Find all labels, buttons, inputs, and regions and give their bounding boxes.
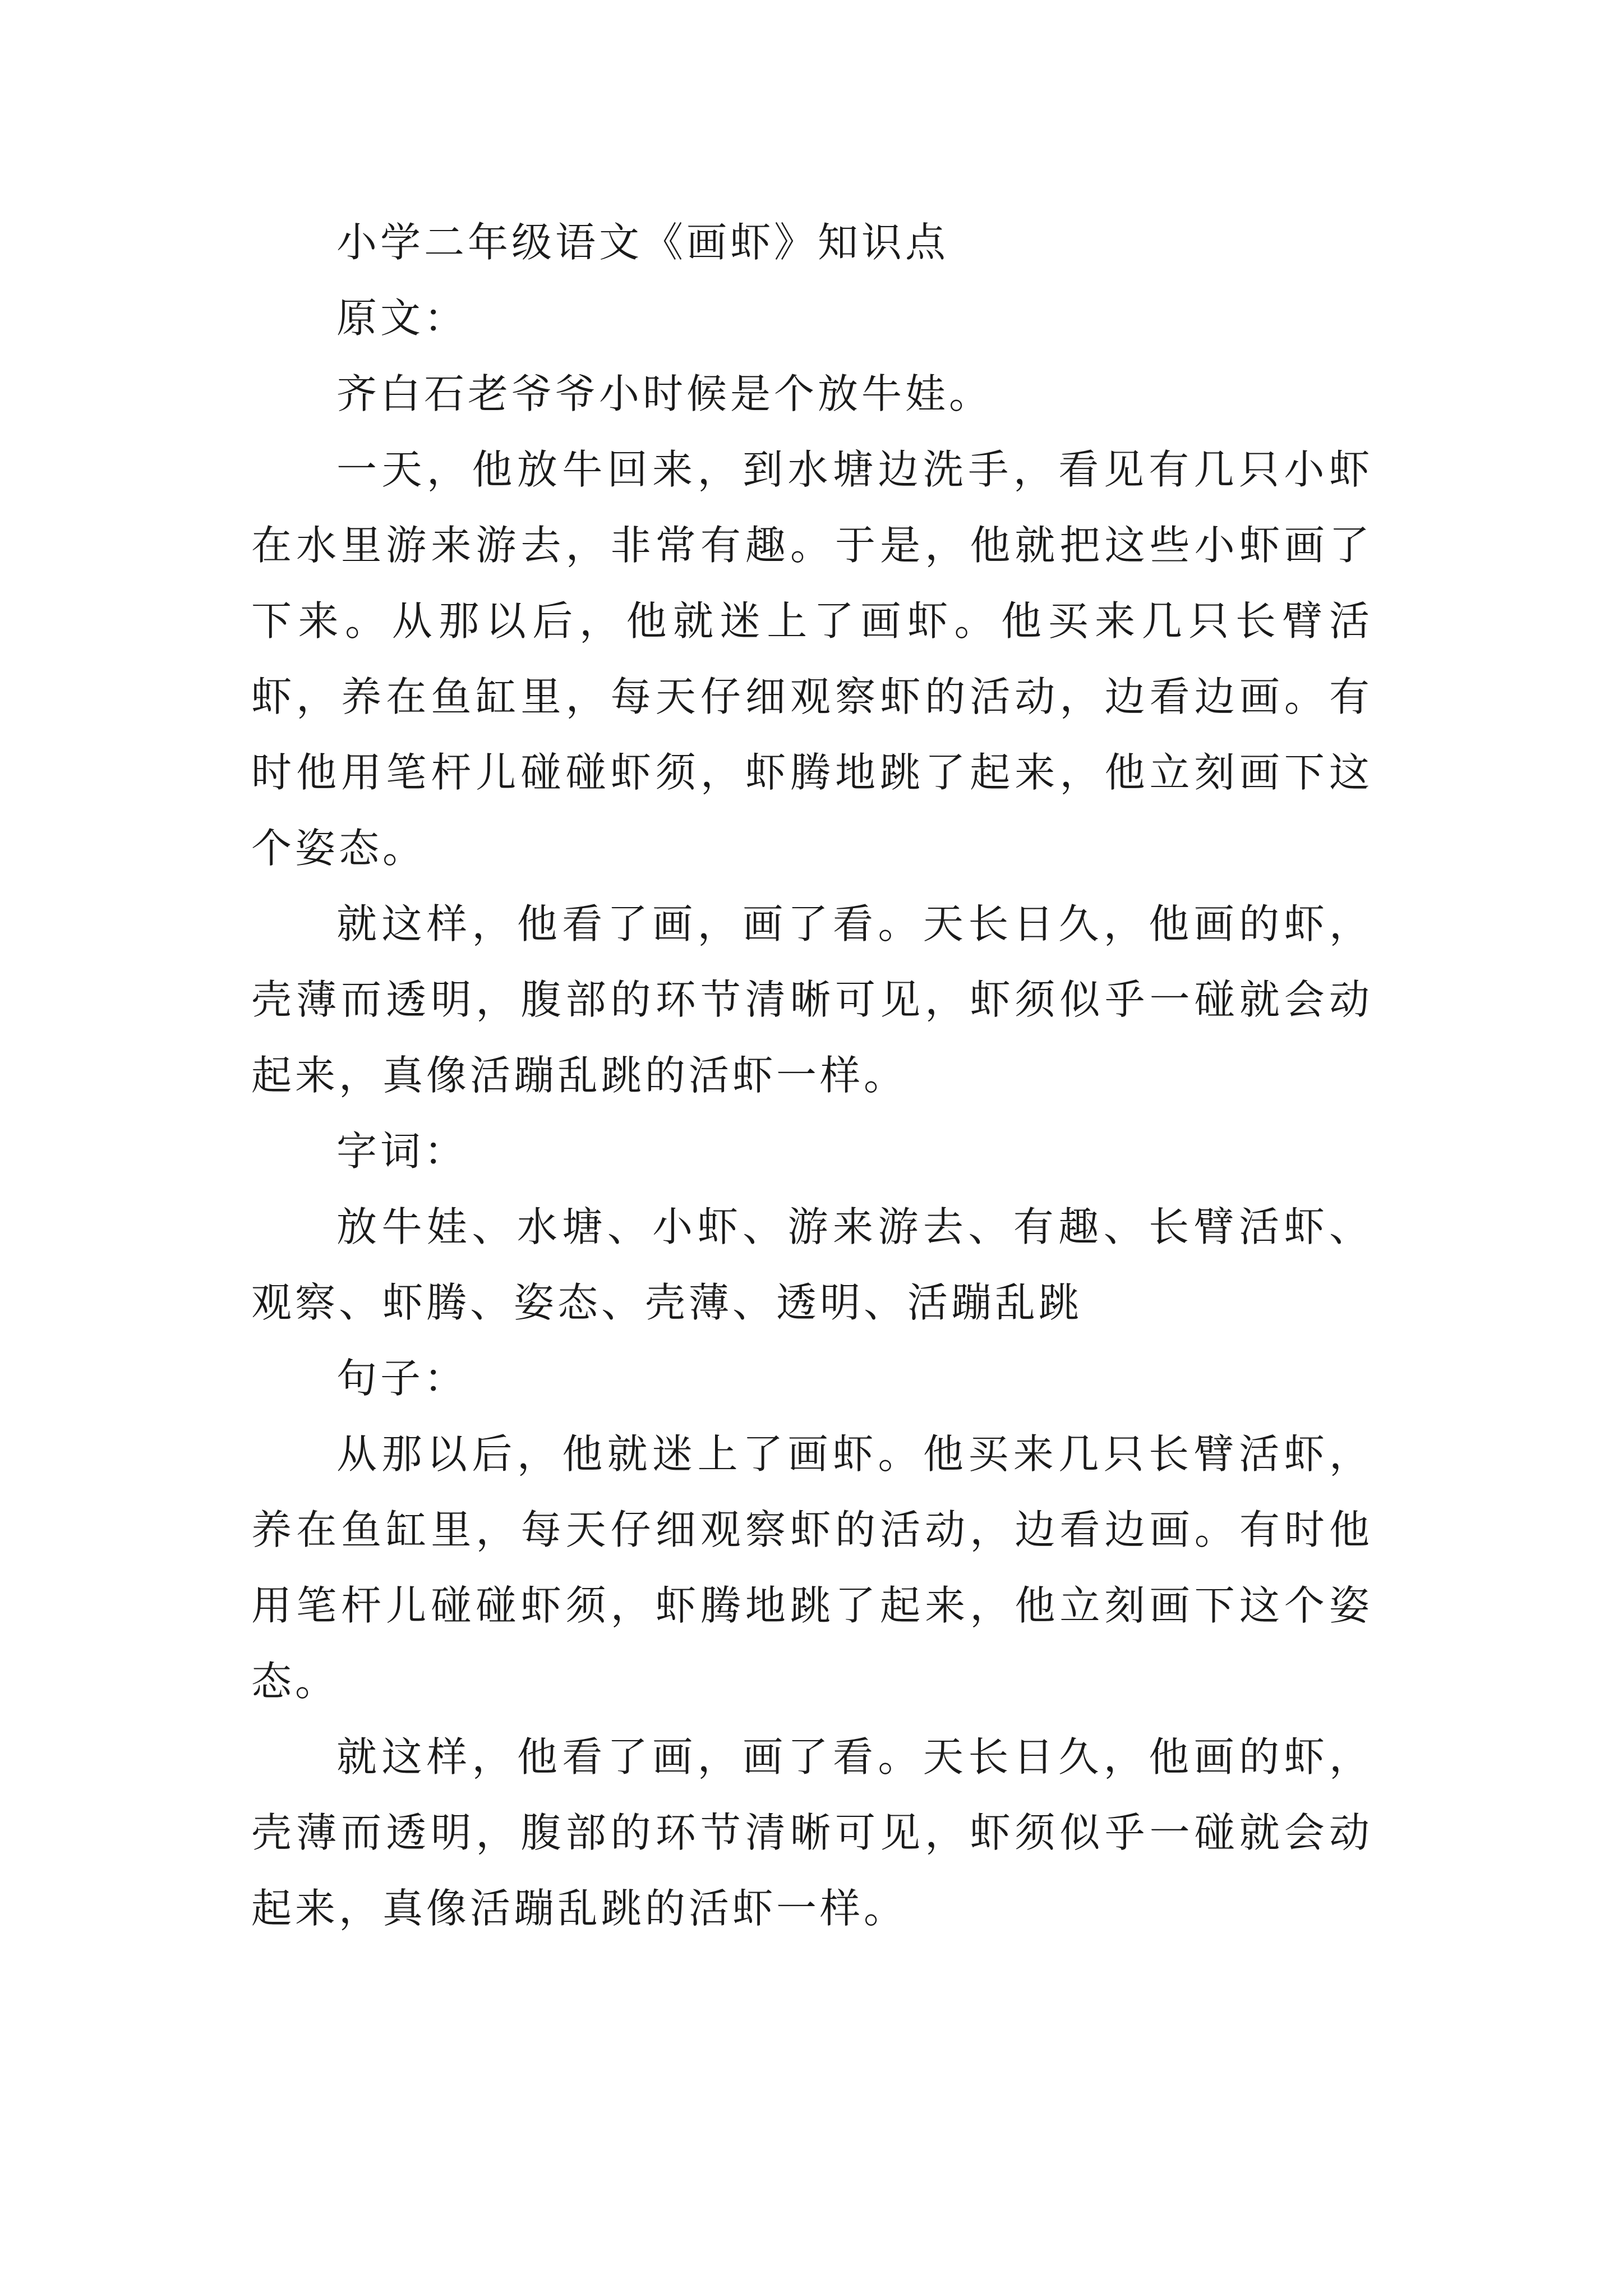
document-title: 小学二年级语文《画虾》知识点	[336, 219, 949, 266]
original-paragraph: 一天，他放牛回来，到水塘边洗手，看见有几只小虾在水里游来游去，非常有趣。于是，他就把这些小虾画了下来。从那以后，他就迷上了画虾。他买来几只长臂活虾，养在鱼缸里，每天仔细观察虾的活动，边看边画。有时他用笔杆儿碰碰虾须，虾腾地跳了起来，他立刻画下这个姿态。	[251, 446, 1373, 872]
section-heading-words: 字词：	[336, 1128, 468, 1175]
sentence-paragraph: 从那以后，他就迷上了画虾。他买来几只长臂活虾，养在鱼缸里，每天仔细观察虾的活动，边看边画。有时他用笔杆儿碰碰虾须，虾腾地跳了起来，他立刻画下这个姿态。	[251, 1430, 1373, 1705]
sentence-paragraph: 就这样，他看了画，画了看。天长日久，他画的虾，壳薄而透明，腹部的环节清晰可见，虾须似乎一碰就会动起来，真像活蹦乱跳的活虾一样。	[251, 1733, 1373, 1932]
document-body	[251, 205, 1373, 1947]
section-heading-original: 原文：	[336, 295, 468, 342]
original-paragraph: 就这样，他看了画，画了看。天长日久，他画的虾，壳薄而透明，腹部的环节清晰可见，虾须似乎一碰就会动起来，真像活蹦乱跳的活虾一样。	[251, 900, 1373, 1099]
words-list: 放牛娃、水塘、小虾、游来游去、有趣、长臂活虾、观察、虾腾、姿态、壳薄、透明、活蹦乱跳	[251, 1203, 1373, 1326]
original-paragraph: 齐白石老爷爷小时候是个放牛娃。	[336, 370, 993, 417]
section-heading-sentences: 句子：	[336, 1355, 468, 1402]
